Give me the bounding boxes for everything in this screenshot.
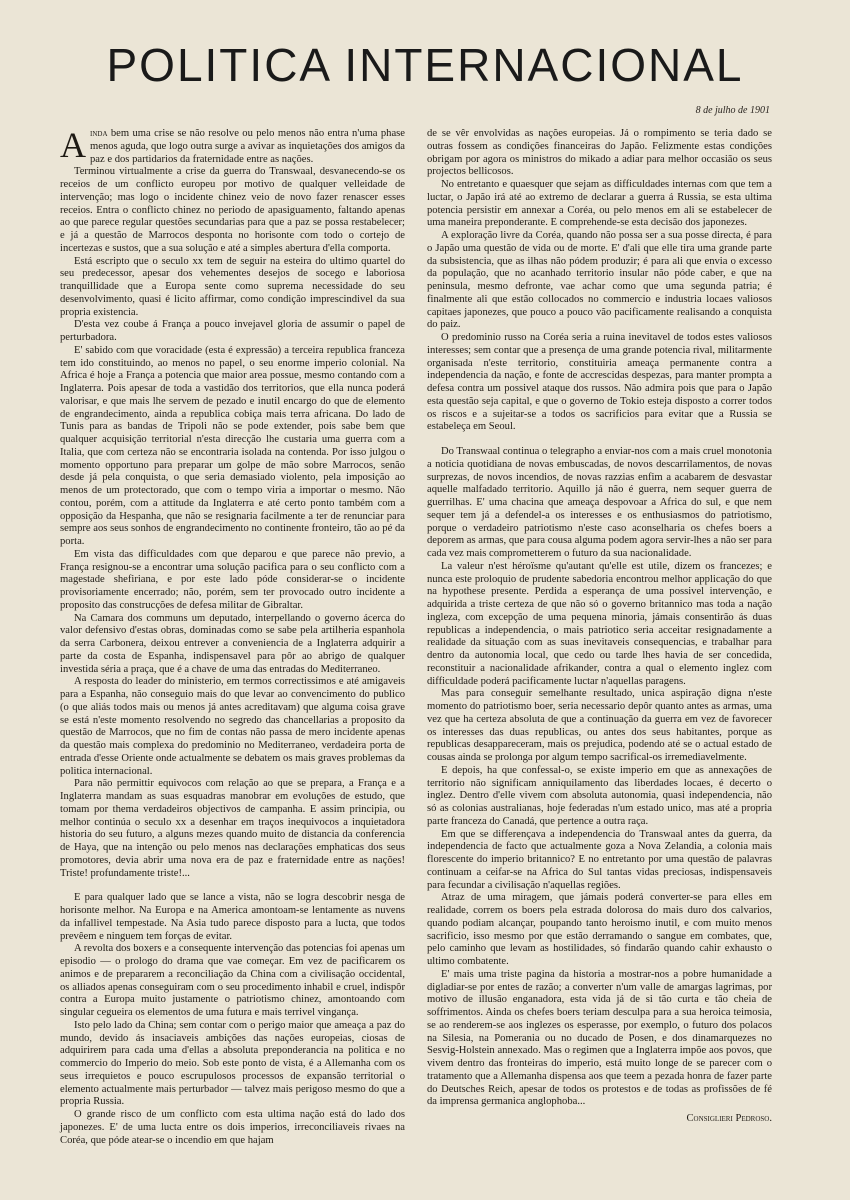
paragraph: E depois, ha que confessal-o, se existe imperio em que as annexações de territorio não significam anniquilamento das liberdades locaes, é decerto o inglez. Dentro d'elle vivem com absoluta autonomia, quasi independencia, não só as colonias australianas, hoje federadas n'um estado unico, mas até a propria parte franceza do Canadá, que pertence a outra raça. [427,764,772,827]
paragraph: Em que se differençava a independencia do Transwaal antes da guerra, da independencia de facto que actualmente goza a Nova Zelandia, a colonia mais florescente do imperio britannico? E no entretanto por uma questão de palavras continuam a ceifar-se na Africa do Sul tantas vidas preciosas, indispensaveis para fecundar a civilisação n'aquellas regiões. [427,828,772,891]
page-title: POLITICA INTERNACIONAL [106,39,744,91]
paragraph: Isto pelo lado da China; sem contar com o perigo maior que ameaça a paz do mundo, devido ás insaciaveis ambições das nações europeias, ciosas de adquirirem para cada uma d'ellas a absoluta preponderancia na politica e no commercio do Imperio do meio. Sob este ponto de vista, é a Allemanha com os seus irrequietos e pouco escrupulosos processos de expansão territorial o elemento actualmente mais perturbador — talvez mais perigoso mesmo do que a propria Russia. [60,1019,405,1108]
paragraph: E' mais uma triste pagina da historia a mostrar-nos a pobre humanidade a digladiar-se por entes de razão; a converter n'um valle de amargas lagrimas, por motivo de illusão enganadora, esta vida já de si tão curta e tão cheia de soffrimentos. Ainda os chefes boers teriam desculpa para a sua heroica teimosia, se ao renderem-se aos inglezes os esperasse, por exemplo, o futuro dos polacos na Silesia, na Pomerania ou no ducado de Posen, e dos dinamarquezes no Sesvig-Holstein annexado. Mas o regimen que a Inglaterra impõe aos povos, que vivem dentro das fronteiras do imperio, está muito longe de se parecer com o tratamento que a Allemanha dispensa aos que teem a pezada honra de fazer parte do Deutsches Reich, apesar de todos os protestos e de todas as profissões de fé da imprensa germanica anglophoba... [427,968,772,1108]
paragraph: Em vista das difficuldades com que deparou e que parece não previo, a França resignou-se a encontrar uma solução pacifica para o seu conflicto com a magestade shefiriana, e por este lado póde considerar-se o incidente provisoriamente encerrado; não, porém, sem ter provocado outro incidente a proposito das construcções de defesa militar de Gibraltar. [60,548,405,611]
left-column [60,125,405,1147]
paragraph: Para não permittir equivocos com relação ao que se prepara, a França e a Inglaterra mandam as suas esquadras manobrar em evoluções de estudo, que tomam por thema verdadeiros objectivos de campanha. E assim principia, ou melhor continúa o seculo xx a desenhar em traços inequivocos a inquietadora historia do seu futuro, a alguns mezes quando muito de distancia da conferencia de Haya, que na intenção ou pelo menos nas declarações emphaticas dos seus promotores, devia abrir uma nova era de paz e fraternidade entre as nações! Triste! profundamente triste!... [60,778,405,879]
paragraph: O predominio russo na Coréa seria a ruina inevitavel de todos estes valiosos interesses; sem contar que a presença de uma grande potencia rival, militarmente organisada n'este territorio, constituiria ameaça permanente contra a independencia da nação, e fonte de accrescidas despezas, para manter prompta a defesa contra um possivel ataque dos russos. Não admira pois que para o Japão esta questão seja capital, e que o governo de Tokio esteja disposto a correr todos os riscos e a sujeitar-se a todos os sacrificios para evitar que a Russia se estabeleça em Seoul. [427,332,772,433]
paragraph: Do Transwaal continua o telegrapho a enviar-nos com a mais cruel monotonia a noticia quotidiana de novas embuscadas, de novos descarrilamentos, de novas surprezas, de novos incendios, de novas razzias enfim a acabarem de desvastar aquelle malfadado territorio. Aquillo já não é guerra, nem sequer guerra de guerrilhas. E' uma chacina que ameaça despovoar a Africa do sul, e que nem sequer tem já a defendel-a os interesses e os enthusiasmos do patriotismo, porque o verdadeiro patriotismo n'este caso aconselharia os chefes boers a deporem as armas, que para cousa alguma podem agora servir-lhes a não ser para cada vez mais comprometterem o futuro da sua nacionalidade. [427,446,772,559]
paragraph: A resposta do leader do ministerio, em termos correctissimos e até amigaveis para a Espanha, não conseguio mais do que levar ao convencimento do publico (o que aliás todos mais ou menos já antes acreditavam) que alguma coisa grave se está n'este momento resolvendo no segredo das chancellarias a proposito da questão de Marrocos, que no fim de contas não passa de mero incidente apenas da questão mais complexa do predominio no Mediterraneo, verdadeira porta de entrada d'esse Oriente onde actualmente se debatem os mais graves problemas da politica internacional. [60,676,405,777]
right-column [427,128,772,1126]
first-word: inda [90,128,108,139]
paragraph: de se vêr envolvidas as nações europeias. Já o rompimento se teria dado se outras fossem as condições financeiras do Japão. Felizmente estas condições obrigam por agora os ministros do mikado a adiar para melhor occasião os seus projectos bellicosos. [427,128,772,178]
author-signature: Consiglieri Pedroso. [686,1113,772,1124]
paragraph: Terminou virtualmente a crise da guerra do Transwaal, desvanecendo-se os receios de um conflicto europeu por motivo de qualquer velleidade de intervenção; mas logo o incidente chinez veio de novo fazer renascer esses receios. Entra o conflicto chinez no periodo de apasiguamento, faltando apenas ao que parece regular questões secundarias para que a paz se possa restabelecer; e já a questão de Marrocos desponta no horisonte com todo o cortejo de incertezas e sustos, que a sua solução e até a simples abertura d'ella comporta. [60,166,405,254]
paragraph: A exploração livre da Coréa, quando não possa ser a sua posse directa, é para o Japão uma questão de vida ou de morte. E' d'ali que elle tira uma grande parte da subsistencia, que as ilhas não pódem produzir; é para ali que envia o excesso da população, que no acanhado territorio insular não póde caber, e que na peninsula, mesmo defronte, vae achar como que uma segunda patria; é finalmente ali que estão collocados no commercio e industria locaes valiosos capitaes japonezes, que pouco a pouco vão pacificamente realisando a conquista do paiz. [427,230,772,331]
paragraph: E para qualquer lado que se lance a vista, não se logra descobrir nesga de horisonte melhor. Na Europa e na America amontoam-se lentamente as nuvens da infallivel tempestade. Na Asia tudo parece disposto para a lucta, que todos prevêem e ninguem tem forças de evitar. [60,892,405,942]
article-date: 8 de julho de 1901 [695,105,770,116]
paragraph: E' sabido com que voracidade (esta é expressão) a terceira republica franceza tem ido constituindo, ao menos no papel, o seu enorme imperio colonial. Na Africa é hoje a França a potencia que maior area possue, mesmo contando com a Inglaterra. Pois apesar de toda a vastidão dos territorios, que ella nunca poderá valorisar, e que mais lhe servem de pezado e inutil encargo do que de elemento de engrandecimento, ainda a republica cobiça mais terra africana. Do lado de Tunis para as bandas de Tripoli não se pode extender, pois sabe bem que qualquer acquisição territorial n'esta direcção lhe custaria uma guerra com a Italia, que com certeza não se encontraria isolada na contenda. Por isso julgou o momento opportuno para preparar um golpe de mão sobre Marrocos, senão desde já pela conquista, o que seria demasiado violento, pela imposição ao menos de um protectorado, que com o tempo viria a importar o mesmo. Não contou, porém, com a attitude da Inglaterra e até certo ponto também com a opposição da Hespanha, que não se resignaria facilmente a ter de renunciar para sempre aos seus sonhos de engrandecimento no continente fronteiro, tão ao pé da porta. [60,344,405,547]
drop-cap: A [60,125,86,165]
paragraph: D'esta vez coube á França a pouco invejavel gloria de assumir o papel de perturbadora. [60,319,405,343]
paragraph: La valeur n'est héroïsme qu'autant qu'elle est utile, dizem os francezes; e nunca este proloquio de prudente sabedoria encontrou melhor applicação do que na hypothese presente. Perdida a esperança de uma possivel intervenção, e adquirida a triste certeza de que não só o governo britannico mas toda a nação ingleza, com excepção de uma pequena minoria, jámais consentirão ás duas republicas a independencia, o mais patriotico seria acceitar resignadamente a realidade da situação com as suas inevitaveis consequencias, e trabalhar para dentro da autonomia local, que cedo ou tarde lhes havia de ser concedida, reconstituir a nacionalidade afrikander, contra a qual o elemento inglez com difficuldade poderá pacificamente luctar n'aquellas paragens. [427,560,772,687]
paragraph: Ainda bem uma crise se não resolve ou pelo menos não entra n'uma phase menos aguda, que logo outra surge a avivar as inquietações dos amigos da paz e dos partidarios da fraternidade entre as nações. [60,125,405,165]
paragraph: Atraz de uma miragem, que jámais poderá converter-se para elles em realidade, correm os boers pela estrada dolorosa do mais duro dos calvarios, quando podiam alcançar, poupando tanto heroismo inutil, e com muito menos sacrificio, isso mesmo por que estão derramando o sangue em combates, que, pelo caminho que levam as hostilidades, só findarão quando cahir exhausto o ultimo combatente. [427,892,772,967]
paragraph: No entretanto e quaesquer que sejam as difficuldades internas com que tem a luctar, o Japão irá até ao extremo de declarar a guerra á Russia, se esta ultima potencia persistir em annexar a Coréa, ou pelo menos em ali se estabelecer de uma maneira preponderante. E comprehende-se esta decisão dos japonezes. [427,179,772,229]
paragraph: Está escripto que o seculo xx tem de seguir na esteira do ultimo quartel do seu predecessor, apesar dos vehementes desejos de socego e laboriosa tranquillidade que a Europa sente como suprema necessidade do seu desenvolvimento, quasi é licito affirmar, como condição imprescindivel da sua propria existencia. [60,255,405,318]
paragraph: O grande risco de um conflicto com esta ultima nação está do lado dos japonezes. E' de uma lucta entre os dois imperios, irreconciliaveis rivaes na Coréa, que póde atear-se o incendio em que hajam [60,1109,405,1146]
paragraph: Mas para conseguir semelhante resultado, unica aspiração digna n'este momento do patriotismo boer, seria necessario depôr quanto antes as armas, uma vez que ha certeza absoluta de que a continuação da guerra em vez de favorecer os interesses das duas republicas, ou antes dos seus habitantes, porque as republicas desappareceram, mais os prejudica, podendo até se o actual estado de cousas ainda se prolonga por algum tempo sacrifical-os irremediavelmente. [427,688,772,763]
paragraph: A revolta dos boxers e a consequente intervenção das potencias foi apenas um episodio — o prologo do drama que vae começar. Em vez de pacificarem os animos e de prepararem a reconciliação da China com a civilisação occidental, os alliados apenas conseguiram com o seu procedimento inhabil e cruel, indispôr contra a Europa muito justamente o patriotismo chinez, amontoando com singular cegueira os elementos de uma futura e mais terrivel vingança. [60,943,405,1018]
paragraph: Na Camara dos communs um deputado, interpellando o governo ácerca do valor defensivo d'estas obras, dominadas como se sabe pela artilheria espanhola da serra Carbonera, deixou entrever a conveniencia de a Inglaterra adquirir a parte da costa de Espanha, indispensavel para pôr ao abrigo de qualquer investida séria a praça, que é a chave de uma das entradas do Mediterraneo. [60,612,405,675]
